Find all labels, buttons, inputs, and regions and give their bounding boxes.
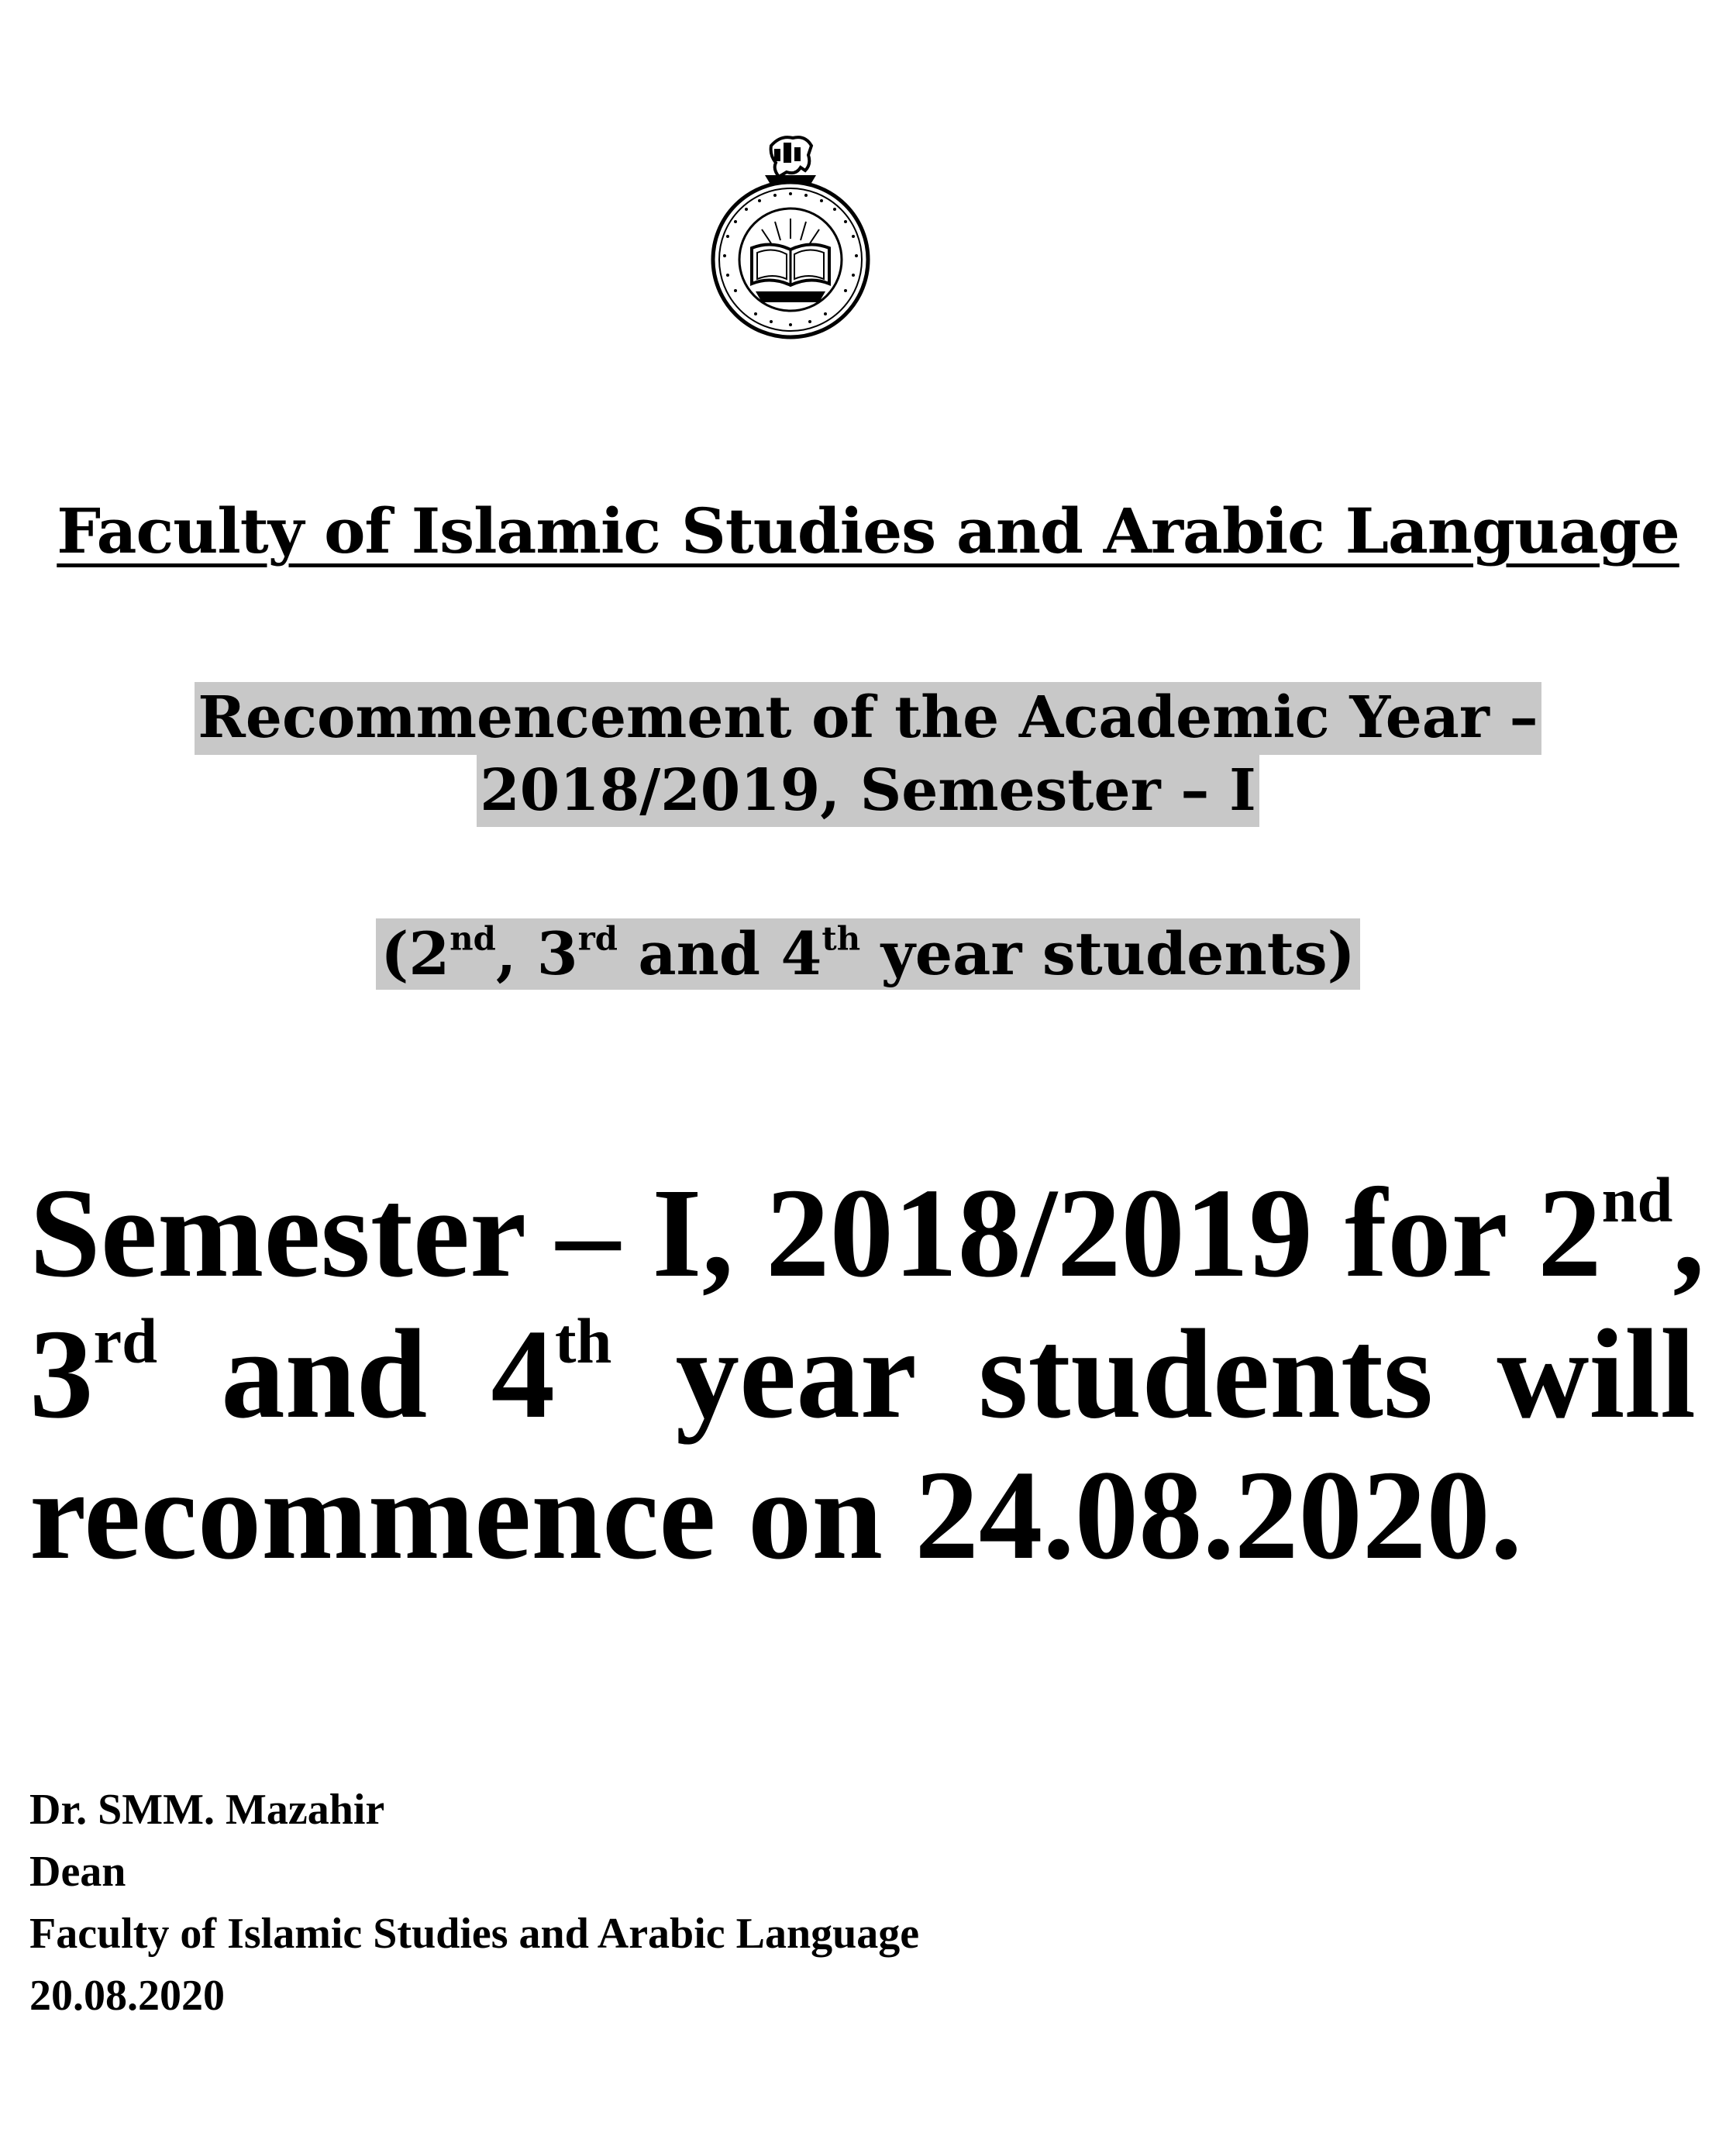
announcement-fragment: Semester – I, 2018/2019 for 2 (29, 1162, 1602, 1304)
year-students-subtitle (0, 918, 1736, 990)
subtitle-text: and 4 (617, 919, 822, 988)
signature-block (29, 1779, 919, 2027)
subtitle-text: , 3 (495, 919, 578, 988)
announcement-fragment: , (1672, 1162, 1705, 1304)
notice-date: 20.08.2020 (29, 1972, 225, 2020)
faculty-heading: Faculty of Islamic Studies and Arabic Language (57, 494, 1679, 567)
ordinal-suffix: nd (1601, 1163, 1673, 1235)
ordinal-suffix: th (822, 919, 861, 958)
announcement-fragment: 3 (29, 1303, 94, 1445)
ordinal-suffix: rd (93, 1304, 157, 1376)
ordinal-suffix: rd (577, 919, 618, 958)
announcement-fragment: and 4 (157, 1303, 555, 1445)
announcement-line-1 (29, 1162, 1705, 1304)
notice-title-line-2: 2018/2019, Semester – I (477, 755, 1259, 828)
signatory-name: Dr. SMM. Mazahir (29, 1786, 385, 1834)
announcement-text (29, 1162, 1705, 1586)
announcement-fragment: year students will (611, 1303, 1696, 1445)
signatory-role: Dean (29, 1848, 126, 1896)
signatory-faculty: Faculty of Islamic Studies and Arabic Language (29, 1910, 920, 1958)
announcement-line-3: recommence on 24.08.2020. (29, 1444, 1523, 1586)
announcement-line-2 (29, 1304, 1696, 1445)
notice-title-line-1: Recommencement of the Academic Year – (195, 682, 1541, 755)
subtitle-text: (2 (381, 919, 450, 988)
ordinal-suffix: th (554, 1304, 612, 1376)
university-seal-icon (709, 132, 872, 341)
subtitle-text: year students) (860, 919, 1355, 988)
ordinal-suffix: nd (450, 919, 496, 958)
notice-title (0, 682, 1736, 827)
